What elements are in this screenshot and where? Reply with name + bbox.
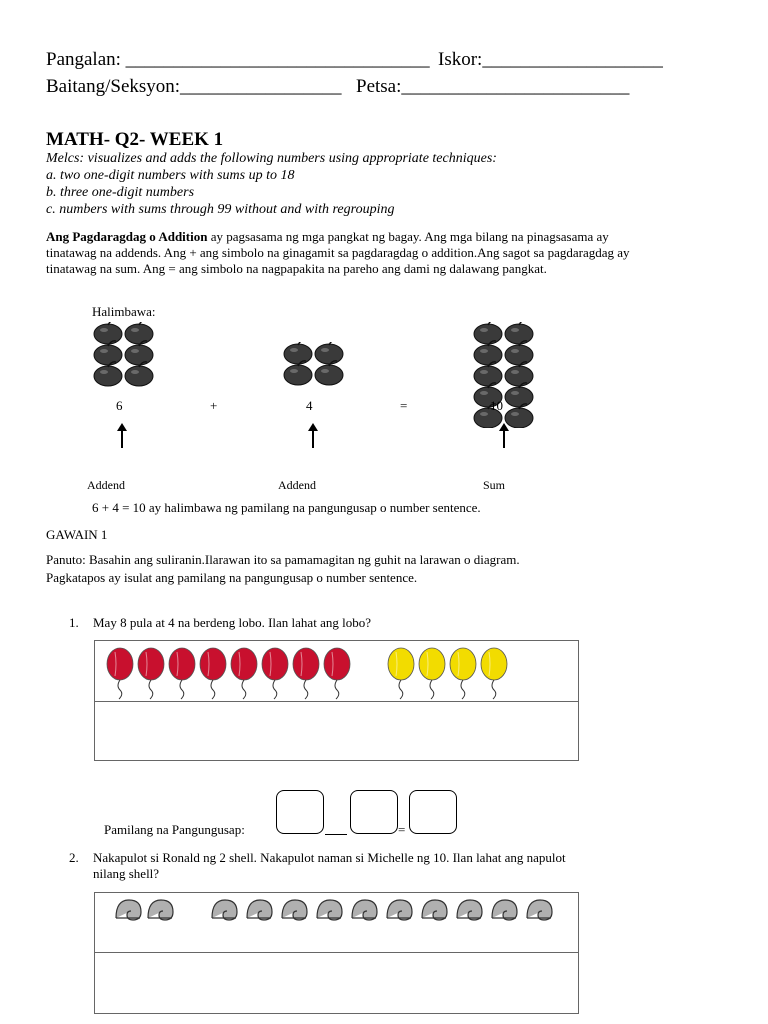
example-number-sentence: 6 + 4 = 10 ay halimbawa ng pamilang na pangungusap o number sentence.: [92, 500, 481, 515]
sum-arrow-icon: [503, 430, 505, 448]
melcs-item-b: b. three one-digit numbers: [46, 185, 195, 200]
shell-icon: [457, 900, 482, 920]
question-one-answer-area[interactable]: [95, 702, 578, 760]
balloon-icon: [388, 648, 414, 699]
balloon-row: [100, 644, 520, 700]
question-two-text-line-2: nilang shell?: [93, 866, 160, 881]
shell-icon: [422, 900, 447, 920]
page-title: MATH- Q2- WEEK 1: [46, 129, 224, 150]
question-two-answer-area[interactable]: [95, 953, 578, 1013]
score-field-label: Iskor:___________________: [438, 49, 663, 70]
balloon-icon: [324, 648, 350, 699]
addend-one-arrow-icon: [121, 430, 123, 448]
example-addend-two: 4: [306, 398, 313, 413]
addend-two-label: Addend: [278, 478, 316, 492]
balloon-icon: [107, 648, 133, 699]
example-sum: 10: [490, 398, 503, 413]
apple-icon: [474, 322, 502, 344]
equals-sign: =: [400, 398, 408, 413]
shell-icon: [212, 900, 237, 920]
apple-icon: [284, 342, 312, 364]
balloon-icon: [200, 648, 226, 699]
balloon-icon: [293, 648, 319, 699]
melcs-item-c: c. numbers with sums through 99 without and with regrouping: [46, 202, 395, 217]
activity-instructions-line-1: Panuto: Basahin ang suliranin.Ilarawan ito sa pamamagitan ng guhit na larawan o diagram.: [46, 552, 520, 567]
name-field-label: Pangalan: ________________________________: [46, 49, 430, 70]
shell-icon: [352, 900, 377, 920]
balloon-icon: [481, 648, 507, 699]
melcs-item-a: a. two one-digit numbers with sums up to 18: [46, 168, 295, 183]
question-two-text-line-1: Nakapulot si Ronald ng 2 shell. Nakapulot naman si Michelle ng 10. Ilan lahat ang napulot: [93, 850, 566, 865]
number-sentence-box-2[interactable]: [350, 790, 398, 834]
question-one-text: May 8 pula at 4 na berdeng lobo. Ilan lahat ang lobo?: [93, 615, 371, 630]
number-sentence-equals: =: [398, 822, 406, 837]
shell-icon: [317, 900, 342, 920]
shell-icon: [247, 900, 272, 920]
addition-definition: ay pagsasama ng mga pangkat ng bagay. Ang mga bilang na pinagsasama ay tinatawag na addends. Ang + ang simbolo na ginagamit sa pagdaragdag o addition.Ang sagot sa pagdaragdag ay tinatawag na sum. Ang = ang simbolo na nagpapakita na pareho ang dami ng dalawang pangkat.: [46, 229, 630, 276]
apple-icon: [94, 322, 122, 344]
grade-section-field-label: Baitang/Seksyon:_________________: [46, 76, 342, 97]
balloon-icon: [231, 648, 257, 699]
balloon-icon: [262, 648, 288, 699]
apple-icon: [315, 342, 343, 364]
addend-two-arrow-icon: [312, 430, 314, 448]
addend-one-label: Addend: [87, 478, 125, 492]
operator-blank[interactable]: [325, 834, 347, 835]
shell-icon: [282, 900, 307, 920]
shell-icon: [527, 900, 552, 920]
melcs-intro: Melcs: visualizes and adds the following numbers using appropriate techniques:: [46, 151, 497, 166]
sum-label: Sum: [482, 478, 505, 492]
apple-icon: [125, 322, 153, 344]
apple-group-six: [92, 322, 156, 394]
balloon-icon: [138, 648, 164, 699]
shell-icon: [116, 900, 141, 920]
balloon-icon: [419, 648, 445, 699]
addition-intro-paragraph: [46, 229, 656, 277]
shell-icon: [387, 900, 412, 920]
question-one-number: 1.: [69, 615, 79, 630]
example-addend-one: 6: [116, 398, 123, 413]
apple-group-four: [282, 342, 346, 394]
date-field-label: Petsa:________________________: [356, 76, 630, 97]
number-sentence-box-1[interactable]: [276, 790, 324, 834]
number-sentence-box-3[interactable]: [409, 790, 457, 834]
balloon-icon: [450, 648, 476, 699]
activity-instructions-line-2: Pagkatapos ay isulat ang pamilang na pangungusap o number sentence.: [46, 570, 418, 585]
balloon-icon: [169, 648, 195, 699]
question-two-number: 2.: [69, 850, 79, 865]
addition-term: Ang Pagdaragdag o Addition: [46, 229, 208, 244]
number-sentence-label: Pamilang na Pangungusap:: [104, 822, 245, 837]
apple-icon: [505, 322, 533, 344]
apple-group-ten: [472, 322, 536, 428]
example-label: Halimbawa:: [92, 304, 156, 319]
shell-row: [112, 896, 562, 926]
activity-title: GAWAIN 1: [46, 527, 108, 542]
shell-icon: [148, 900, 173, 920]
plus-sign: +: [210, 398, 218, 413]
shell-icon: [492, 900, 517, 920]
